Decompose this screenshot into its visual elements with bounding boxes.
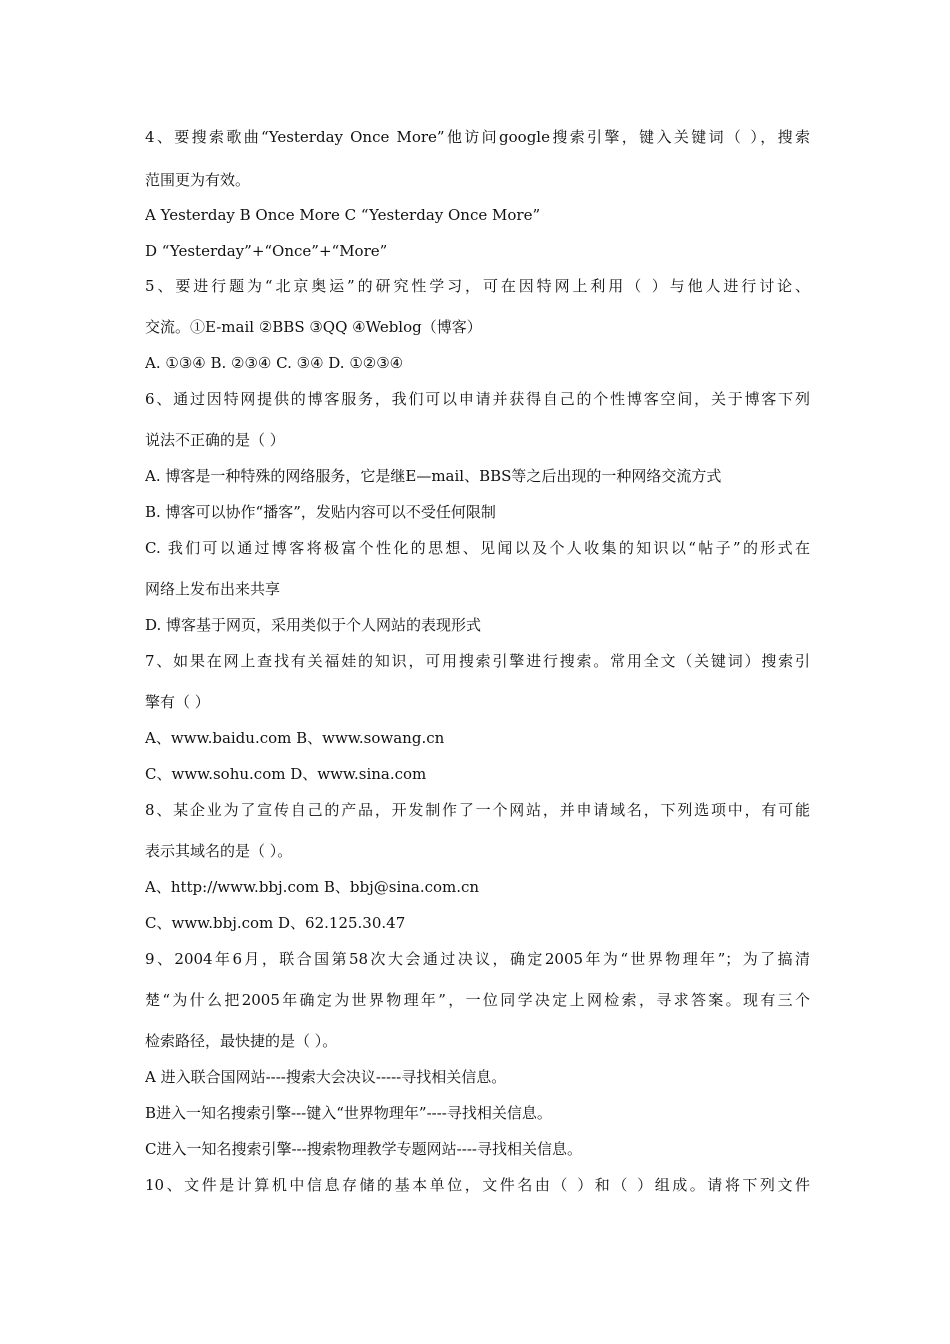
q9-option-c: C进入一知名搜索引擎---搜索物理教学专题网站----寻找相关信息。	[145, 1140, 582, 1158]
q8-options-cd: C、www.bbj.com D、62.125.30.47	[145, 914, 406, 932]
q9-stem-line-1: 9、2004年6月，联合国第58次大会通过决议，确定2005年为“世界物理年”；为了搞清	[145, 950, 810, 968]
q9-stem-line-3: 检索路径，最快捷的是（ ）。	[145, 1032, 338, 1050]
q8-options-ab: A、http://www.bbj.com B、bbj@sina.com.cn	[145, 878, 480, 896]
q6-option-a: A. 博客是一种特殊的网络服务，它是继E—mail、BBS等之后出现的一种网络交流方式	[145, 467, 722, 485]
q4-options-abc: A Yesterday B Once More C “Yesterday Once More”	[145, 206, 541, 224]
q6-option-c-line-2: 网络上发布出来共享	[145, 580, 281, 598]
q6-option-d: D. 博客基于网页，采用类似于个人网站的表现形式	[145, 616, 482, 634]
q10-stem-line-1: 10、文件是计算机中信息存储的基本单位，文件名由（ ）和（ ）组成。请将下列文件	[145, 1176, 810, 1194]
q9-option-b: B进入一知名搜索引擎---键入“世界物理年”----寻找相关信息。	[145, 1104, 552, 1122]
q9-stem-line-2: 楚“为什么把2005年确定为世界物理年”，一位同学决定上网检索，寻求答案。现有三个	[145, 991, 810, 1009]
q7-options-cd: C、www.sohu.com D、www.sina.com	[145, 765, 427, 783]
q7-stem-line-2: 擎有（ ）	[145, 693, 210, 711]
q9-option-a: A 进入联合国网站----搜索大会决议-----寻找相关信息。	[145, 1068, 507, 1086]
q6-option-c-line-1: C. 我们可以通过博客将极富个性化的思想、见闻以及个人收集的知识以“帖子”的形式在	[145, 539, 810, 557]
q6-stem-line-2: 说法不正确的是（ ）	[145, 431, 285, 449]
q6-stem-line-1: 6、通过因特网提供的博客服务，我们可以申请并获得自己的个性博客空间，关于博客下列	[145, 390, 810, 408]
q4-stem-line-2: 范围更为有效。	[145, 171, 251, 189]
q6-option-b: B. 博客可以协作“播客”，发贴内容可以不受任何限制	[145, 503, 496, 521]
q8-stem-line-1: 8、某企业为了宣传自己的产品，开发制作了一个网站，并申请域名，下列选项中，有可能	[145, 801, 810, 819]
q7-stem-line-1: 7、如果在网上查找有关福娃的知识，可用搜索引擎进行搜索。常用全文（关键词）搜索引	[145, 652, 810, 670]
q7-options-ab: A、www.baidu.com B、www.sowang.cn	[145, 729, 445, 747]
q5-stem-line-2: 交流。①E-mail ②BBS ③QQ ④Weblog（博客）	[145, 318, 482, 336]
q8-stem-line-2: 表示其域名的是（ ）。	[145, 842, 293, 860]
q4-stem-line-1: 4、要搜索歌曲“Yesterday Once More”他访问google搜索引擎，键入关键词（ ），搜索	[145, 128, 810, 146]
q5-options: A. ①③④ B. ②③④ C. ③④ D. ①②③④	[145, 354, 404, 372]
q5-stem-line-1: 5、要进行题为“北京奥运”的研究性学习，可在因特网上利用（ ）与他人进行讨论、	[145, 277, 810, 295]
q4-option-d: D “Yesterday”+“Once”+“More”	[145, 242, 388, 260]
